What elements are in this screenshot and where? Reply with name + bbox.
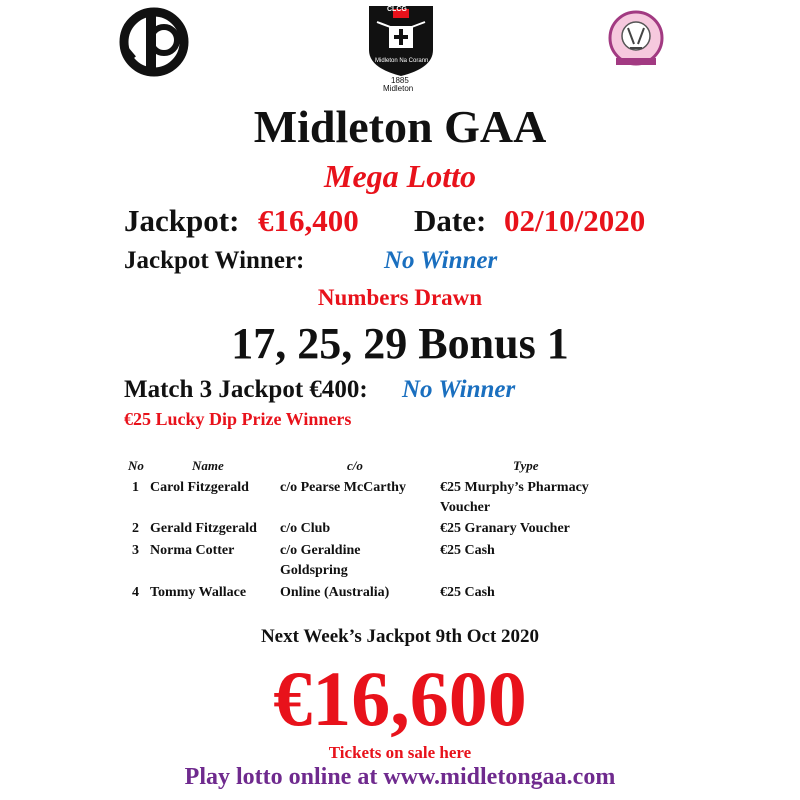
page-title: Midleton GAA — [253, 101, 547, 152]
crest-year: 1885 — [391, 76, 409, 85]
row-co: c/o Club — [280, 521, 331, 536]
row-name: Tommy Wallace — [150, 585, 247, 600]
next-week-jackpot: Next Week’s Jackpot 9th Oct 2020 — [260, 626, 540, 647]
row-name: Gerald Fitzgerald — [150, 521, 257, 536]
lotto-subtitle: Mega Lotto — [324, 158, 476, 194]
numbers-drawn-label: Numbers Drawn — [317, 285, 483, 310]
col-header-no: No — [128, 458, 144, 473]
midleton-gaa-crest — [363, 2, 439, 94]
row-name: Carol Fitzgerald — [150, 480, 249, 495]
row-co: c/o Geraldine Goldspring — [280, 543, 361, 578]
match3-value: No Winner — [402, 376, 516, 403]
crest-motto: Midleton Na Corann — [375, 58, 429, 64]
row-name: Norma Cotter — [150, 543, 235, 558]
play-online-link[interactable]: Play lotto online at www.midletongaa.com — [184, 764, 616, 790]
jackpot-value: €16,400 — [258, 203, 359, 238]
tickets-on-sale: Tickets on sale here — [328, 743, 472, 762]
row-type: €25 Murphy’s Pharmacy Voucher — [440, 480, 589, 515]
row-co: c/o Pearse McCarthy — [280, 480, 406, 495]
lucky-dip-heading: €25 Lucky Dip Prize Winners — [124, 409, 352, 429]
numbers-drawn: 17, 25, 29 Bonus 1 — [231, 319, 569, 368]
col-header-type: Type — [513, 458, 539, 473]
jackpot-winner-value: No Winner — [384, 247, 498, 274]
jackpot-winner-label: Jackpot Winner: — [124, 247, 305, 274]
next-jackpot-amount: €16,600 — [273, 655, 527, 742]
ladies-football-crest — [606, 8, 666, 70]
date-label: Date: — [414, 203, 487, 238]
row-no: 4 — [132, 585, 139, 600]
row-no: 1 — [132, 480, 139, 495]
row-no: 3 — [132, 543, 139, 558]
date-value: 02/10/2020 — [504, 203, 646, 238]
row-co: Online (Australia) — [280, 585, 390, 600]
row-type: €25 Granary Voucher — [440, 521, 570, 536]
match3-label: Match 3 Jackpot €400: — [124, 376, 368, 403]
crest-town: Midleton — [383, 84, 414, 93]
row-no: 2 — [132, 521, 139, 536]
camogie-crest — [118, 6, 190, 78]
col-header-name: Name — [192, 458, 224, 473]
row-type: €25 Cash — [440, 585, 495, 600]
crest-letters: CLCG — [387, 6, 407, 13]
row-type: €25 Cash — [440, 543, 495, 558]
col-header-co: c/o — [347, 458, 363, 473]
jackpot-label: Jackpot: — [124, 203, 240, 238]
